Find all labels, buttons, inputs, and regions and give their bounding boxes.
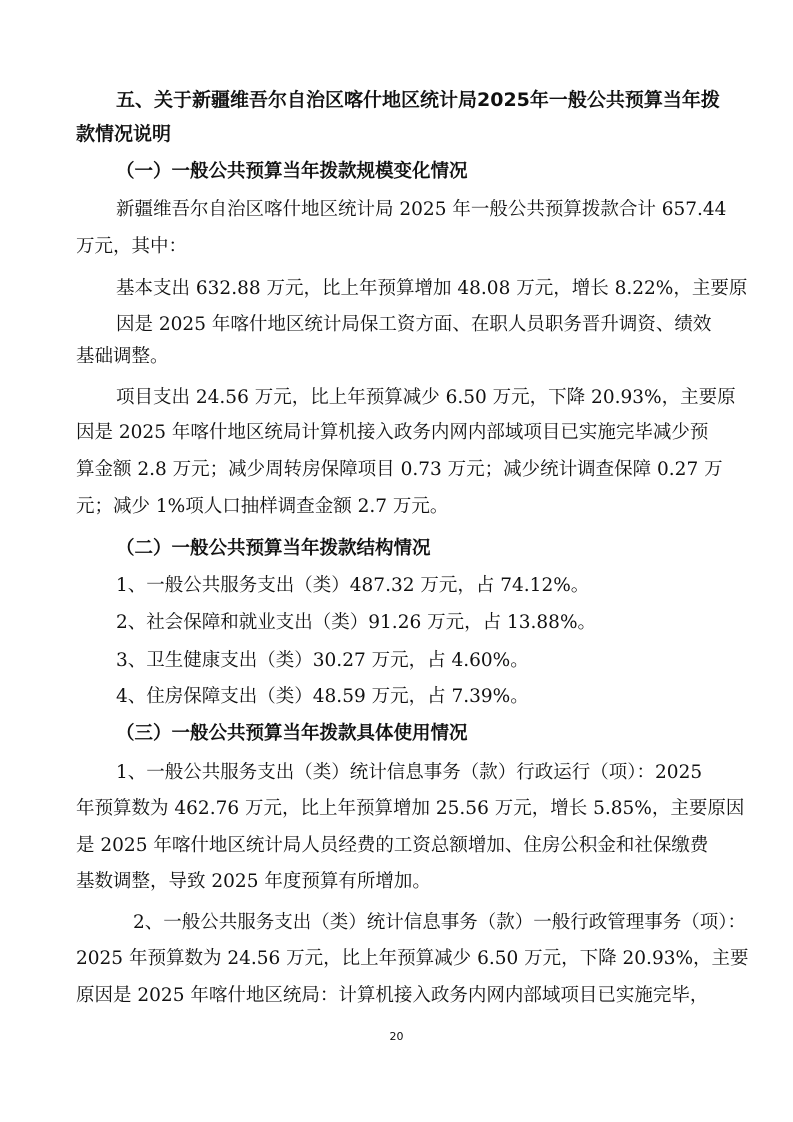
usage-paragraph-1-line-4: 基数调整，导致 2025 年度预算有所增加。 [76, 871, 431, 892]
structure-item-3: 3、卫生健康支出（类）30.27 万元，占 4.60%。 [116, 650, 529, 671]
page-number: 20 [389, 1030, 404, 1043]
paragraph-project-line-2: 因是 2025 年喀什地区统局计算机接入政务内网内部域项目已实施完毕减少预 [76, 422, 709, 443]
usage-paragraph-2-line-1: 2、一般公共服务支出（类）统计信息事务（款）一般行政管理事务（项）： [133, 912, 747, 933]
structure-item-1: 1、一般公共服务支出（类）487.32 万元，占 74.12%。 [116, 575, 590, 596]
subsection-title-1: （一）一般公共预算当年拨款规模变化情况 [116, 161, 468, 182]
usage-paragraph-2-line-2: 2025 年预算数为 24.56 万元，比上年预算减少 6.50 万元，下降 20.93%，主要 [76, 948, 749, 969]
usage-paragraph-2-line-3: 原因是 2025 年喀什地区统局：计算机接入政务内网内部域项目已实施完毕， [76, 985, 709, 1006]
usage-paragraph-1-line-3: 是 2025 年喀什地区统计局人员经费的工资总额增加、住房公积金和社保缴费 [76, 835, 709, 856]
paragraph-basic-line-2: 因是 2025 年喀什地区统计局保工资方面、在职人员职务晋升调资、绩效 [116, 314, 712, 335]
paragraph-total-line-2: 万元，其中： [76, 236, 188, 257]
subsection-title-3: （三）一般公共预算当年拨款具体使用情况 [116, 723, 468, 744]
paragraph-project-line-3: 算金额 2.8 万元；减少周转房保障项目 0.73 万元；减少统计调查保障 0.27 万 [76, 459, 723, 480]
paragraph-project-line-4: 元；减少 1%项人口抽样调查金额 2.7 万元。 [76, 496, 449, 517]
paragraph-total-line-1: 新疆维吾尔自治区喀什地区统计局 2025 年一般公共预算拨款合计 657.44 [116, 199, 727, 220]
subsection-title-2: （二）一般公共预算当年拨款结构情况 [116, 538, 431, 559]
section-heading-line-2: 款情况说明 [76, 123, 172, 145]
paragraph-project-line-1: 项目支出 24.56 万元，比上年预算减少 6.50 万元，下降 20.93%，主要原 [116, 387, 736, 408]
structure-item-2: 2、社会保障和就业支出（类）91.26 万元，占 13.88%。 [116, 612, 597, 633]
structure-item-4: 4、住房保障支出（类）48.59 万元，占 7.39%。 [116, 686, 529, 707]
usage-paragraph-1-line-2: 年预算数为 462.76 万元，比上年预算增加 25.56 万元，增长 5.85%，主要原因 [76, 798, 745, 819]
paragraph-basic-line-1: 基本支出 632.88 万元，比上年预算增加 48.08 万元，增长 8.22%，主要原 [116, 278, 748, 299]
usage-paragraph-1-line-1: 1、一般公共服务支出（类）统计信息事务（款）行政运行（项）：2025 [116, 762, 703, 783]
paragraph-basic-line-3: 基础调整。 [76, 346, 169, 367]
section-heading-line-1: 五、关于新疆维吾尔自治区喀什地区统计局2025年一般公共预算当年拨 [116, 89, 720, 111]
